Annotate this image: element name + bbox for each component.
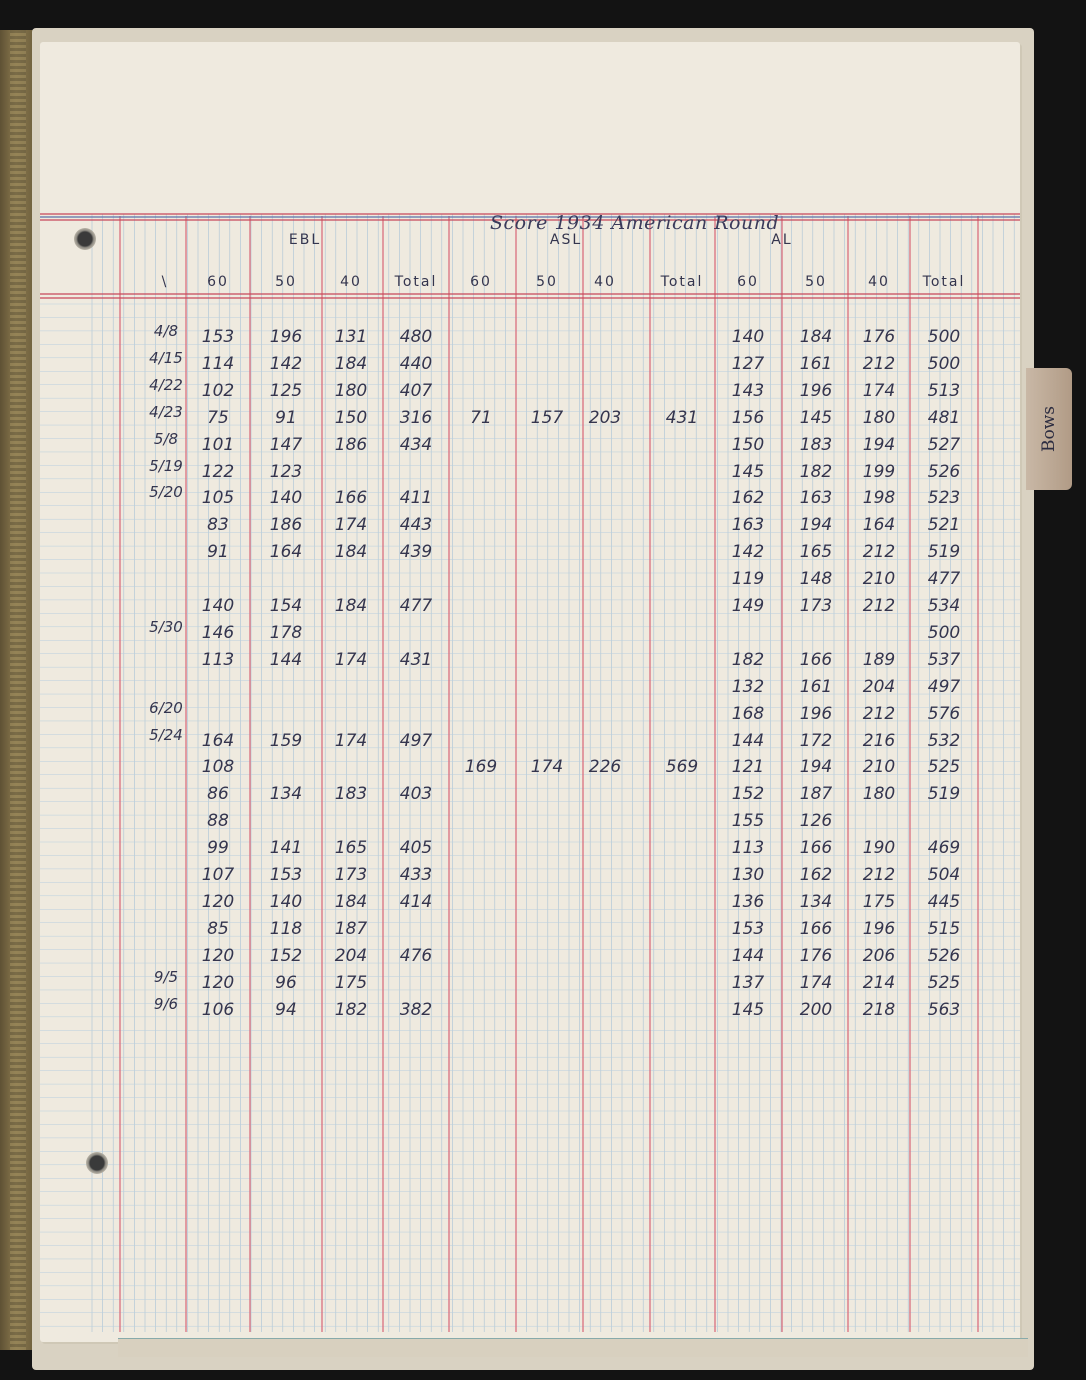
score-cell: 94 [275, 999, 297, 1020]
index-tab-label: Bows [1039, 405, 1060, 453]
score-cell: 186 [334, 434, 368, 455]
score-cell: 187 [799, 784, 833, 805]
score-cell: 166 [799, 649, 833, 670]
score-cell: 184 [334, 891, 368, 912]
score-cell: 157 [530, 407, 564, 428]
score-cell: 218 [862, 999, 896, 1020]
score-cell: 411 [399, 488, 433, 509]
score-cell: 563 [927, 999, 961, 1020]
score-cell: 152 [731, 784, 765, 805]
score-cell: 407 [399, 380, 433, 401]
score-cell: 515 [927, 918, 961, 939]
score-cell: 226 [588, 757, 622, 778]
score-cell: 143 [731, 380, 765, 401]
score-cell: 212 [862, 353, 896, 374]
score-cell: 101 [201, 434, 235, 455]
score-cell: 147 [269, 434, 303, 455]
score-cell: 164 [269, 542, 303, 563]
score-cell: 513 [927, 380, 961, 401]
score-cell: 140 [269, 488, 303, 509]
score-cell: 141 [269, 838, 303, 859]
score-cell: 175 [862, 891, 896, 912]
score-cell: 431 [665, 407, 699, 428]
score-cell: 119 [731, 569, 765, 590]
column-header: 60 [470, 274, 492, 290]
score-cell: 569 [665, 757, 699, 778]
score-cell: 121 [731, 757, 765, 778]
score-cell: 174 [334, 730, 368, 751]
score-cell: 142 [269, 353, 303, 374]
score-cell: 190 [862, 838, 896, 859]
score-cell: 216 [862, 730, 896, 751]
score-cell: 131 [334, 327, 368, 347]
score-cell: 196 [799, 380, 833, 401]
score-cell: 168 [731, 703, 765, 724]
score-cell: 155 [731, 811, 765, 832]
score-cell: 200 [799, 999, 833, 1020]
column-header: Total [922, 274, 966, 290]
score-cell: 433 [399, 865, 433, 885]
score-cell: 214 [862, 972, 896, 993]
score-cell: 113 [731, 838, 765, 859]
score-cell: 162 [799, 865, 833, 885]
score-cell: 194 [799, 757, 833, 778]
score-cell: 196 [862, 918, 896, 939]
bottom-ruler-strip [118, 1338, 1028, 1357]
score-cell: 148 [799, 569, 833, 590]
score-cell: 182 [731, 649, 765, 670]
score-cell: 206 [862, 945, 896, 966]
score-cell: 316 [399, 407, 433, 428]
score-cell: 96 [275, 972, 297, 993]
column-header: 60 [207, 274, 229, 290]
ledger-page [40, 42, 1020, 1342]
score-cell: 204 [862, 676, 896, 697]
score-cell: 85 [207, 918, 229, 939]
score-cell: 497 [927, 676, 961, 697]
score-cell: 134 [799, 891, 833, 912]
score-cell: 156 [731, 407, 765, 428]
score-cell: 212 [862, 596, 896, 616]
score-cell: 180 [334, 380, 368, 401]
row-date: 5/8 [153, 429, 179, 448]
score-cell: 194 [799, 515, 833, 536]
score-cell: 187 [334, 918, 368, 939]
score-cell: 149 [731, 596, 765, 616]
score-cell: 166 [334, 488, 368, 509]
score-cell: 165 [799, 542, 833, 563]
score-cell: 523 [927, 488, 961, 509]
score-cell: 122 [201, 461, 235, 482]
row-date: 5/20 [149, 483, 183, 502]
score-cell: 186 [269, 515, 303, 536]
score-cell: 174 [334, 515, 368, 536]
score-cell: 102 [201, 380, 235, 401]
column-header: Total [660, 274, 704, 290]
score-cell: 212 [862, 703, 896, 724]
score-cell: 189 [862, 649, 896, 670]
score-cell: 519 [927, 542, 961, 563]
score-cell: 120 [201, 891, 235, 912]
punch-hole-top [74, 228, 96, 250]
score-cell: 184 [334, 542, 368, 563]
score-cell: 99 [207, 838, 229, 859]
score-cell: 500 [927, 327, 961, 347]
score-cell: 71 [470, 407, 492, 428]
score-cell: 175 [334, 972, 368, 993]
score-cell: 130 [731, 865, 765, 885]
score-cell: 439 [399, 542, 433, 563]
score-cell: 183 [799, 434, 833, 455]
score-cell: 180 [862, 407, 896, 428]
score-cell: 204 [334, 945, 368, 966]
score-cell: 145 [799, 407, 833, 428]
score-cell: 445 [927, 891, 961, 912]
score-cell: 161 [799, 353, 833, 374]
score-cell: 166 [799, 838, 833, 859]
score-cell: 169 [464, 757, 498, 778]
score-cell: 163 [731, 515, 765, 536]
score-cell: 86 [207, 784, 229, 805]
group-header-ebl: EBL [288, 232, 322, 248]
score-cell: 114 [201, 353, 235, 374]
page-title: Score 1934 American Round [490, 212, 780, 234]
score-cell: 123 [269, 461, 303, 482]
score-cell: 152 [269, 945, 303, 966]
score-cell: 497 [399, 730, 433, 751]
score-cell: 164 [201, 730, 235, 751]
score-cell: 159 [269, 730, 303, 751]
score-cell: 108 [201, 757, 235, 778]
group-header-al: AL [771, 232, 793, 248]
score-cell: 440 [399, 353, 433, 374]
row-date: 9/5 [153, 967, 179, 986]
score-cell: 176 [862, 327, 896, 347]
score-cell: 504 [927, 865, 961, 885]
column-header: 40 [594, 274, 616, 290]
score-cell: 137 [731, 972, 765, 993]
score-cell: 144 [731, 730, 765, 751]
row-date: 5/24 [149, 725, 183, 744]
score-cell: 134 [269, 784, 303, 805]
score-cell: 75 [207, 407, 229, 428]
score-cell: 176 [799, 945, 833, 966]
score-cell: 144 [269, 649, 303, 670]
score-cell: 477 [927, 569, 961, 590]
score-cell: 140 [731, 327, 765, 347]
score-cell: 525 [927, 757, 961, 778]
score-cell: 519 [927, 784, 961, 805]
score-cell: 184 [334, 353, 368, 374]
score-cell: 196 [269, 327, 303, 347]
column-header: 40 [868, 274, 890, 290]
score-cell: 153 [269, 865, 303, 885]
score-cell: 527 [927, 434, 961, 455]
score-cell: 125 [269, 380, 303, 401]
score-cell: 91 [275, 407, 297, 428]
score-cell: 414 [399, 891, 433, 912]
row-date: 5/19 [149, 456, 183, 475]
score-cell: 199 [862, 461, 896, 482]
row-date: 4/23 [149, 402, 183, 421]
score-cell: 127 [731, 353, 765, 374]
score-cell: 526 [927, 945, 961, 966]
score-cell: 184 [334, 596, 368, 616]
row-date: 4/15 [149, 348, 183, 367]
score-cell: 178 [269, 622, 303, 643]
row-date: 5/30 [149, 617, 183, 636]
score-cell: 153 [731, 918, 765, 939]
score-cell: 154 [269, 596, 303, 616]
column-header: Total [394, 274, 438, 290]
score-cell: 140 [269, 891, 303, 912]
score-cell: 210 [862, 569, 896, 590]
score-cell: 537 [927, 649, 961, 670]
score-cell: 166 [799, 918, 833, 939]
group-header-asl: ASL [549, 232, 583, 248]
score-cell: 142 [731, 542, 765, 563]
score-cell: 174 [799, 972, 833, 993]
score-cell: 150 [731, 434, 765, 455]
score-cell: 174 [530, 757, 564, 778]
score-cell: 382 [399, 999, 433, 1020]
score-cell: 146 [201, 622, 235, 643]
score-cell: 500 [927, 622, 961, 643]
row-date: 4/8 [153, 322, 179, 340]
score-cell: 88 [207, 811, 229, 832]
score-cell: 183 [334, 784, 368, 805]
score-cell: 144 [731, 945, 765, 966]
score-cell: 153 [201, 327, 235, 347]
score-cell: 403 [399, 784, 433, 805]
score-cell: 196 [799, 703, 833, 724]
score-cell: 194 [862, 434, 896, 455]
score-cell: 126 [799, 811, 833, 832]
score-cell: 83 [207, 515, 229, 536]
score-cell: 525 [927, 972, 961, 993]
score-cell: 500 [927, 353, 961, 374]
score-cell: 132 [731, 676, 765, 697]
score-cell: 434 [399, 434, 433, 455]
column-header: 50 [805, 274, 827, 290]
score-cell: 477 [399, 596, 433, 616]
score-cell: 174 [334, 649, 368, 670]
score-cell: 469 [927, 838, 961, 859]
row-date: 6/20 [149, 698, 183, 717]
score-cell: 184 [799, 327, 833, 347]
score-cell: 476 [399, 945, 433, 966]
score-cell: 118 [269, 918, 303, 939]
score-cell: 534 [927, 596, 961, 616]
score-cell: 481 [927, 407, 961, 428]
score-cell: 174 [862, 380, 896, 401]
score-cell: 431 [399, 649, 433, 670]
index-tab[interactable] [1026, 368, 1072, 490]
row-date: 4/22 [149, 375, 183, 394]
column-header: 40 [340, 274, 362, 290]
score-cell: 521 [927, 515, 961, 536]
score-cell: 443 [399, 515, 433, 536]
column-header: 50 [536, 274, 558, 290]
column-header: 60 [737, 274, 759, 290]
score-cell: 145 [731, 461, 765, 482]
score-cell: 182 [334, 999, 368, 1020]
score-cell: 576 [927, 703, 961, 724]
score-cell: 164 [862, 515, 896, 536]
score-cell: 180 [862, 784, 896, 805]
column-header: \ [161, 274, 169, 290]
score-cell: 91 [207, 542, 229, 563]
score-cell: 120 [201, 972, 235, 993]
score-cell: 405 [399, 838, 433, 859]
score-cell: 161 [799, 676, 833, 697]
score-cell: 162 [731, 488, 765, 509]
score-cell: 172 [799, 730, 833, 751]
score-cell: 163 [799, 488, 833, 509]
score-cell: 145 [731, 999, 765, 1020]
score-cell: 113 [201, 649, 235, 670]
score-cell: 107 [201, 865, 235, 885]
score-cell: 182 [799, 461, 833, 482]
score-cell: 173 [799, 596, 833, 616]
score-cell: 198 [862, 488, 896, 509]
score-cell: 210 [862, 757, 896, 778]
score-cell: 120 [201, 945, 235, 966]
score-cell: 165 [334, 838, 368, 859]
punch-hole-bottom [86, 1152, 108, 1174]
score-cell: 136 [731, 891, 765, 912]
score-cell: 173 [334, 865, 368, 885]
score-cell: 150 [334, 407, 368, 428]
column-header: 50 [275, 274, 297, 290]
score-cell: 106 [201, 999, 235, 1020]
score-cell: 212 [862, 865, 896, 885]
score-cell: 203 [588, 407, 622, 428]
score-cell: 105 [201, 488, 235, 509]
row-date: 9/6 [153, 994, 179, 1013]
score-cell: 212 [862, 542, 896, 563]
score-cell: 532 [927, 730, 961, 751]
score-cell: 526 [927, 461, 961, 482]
score-cell: 480 [399, 327, 433, 347]
score-cell: 140 [201, 596, 235, 616]
